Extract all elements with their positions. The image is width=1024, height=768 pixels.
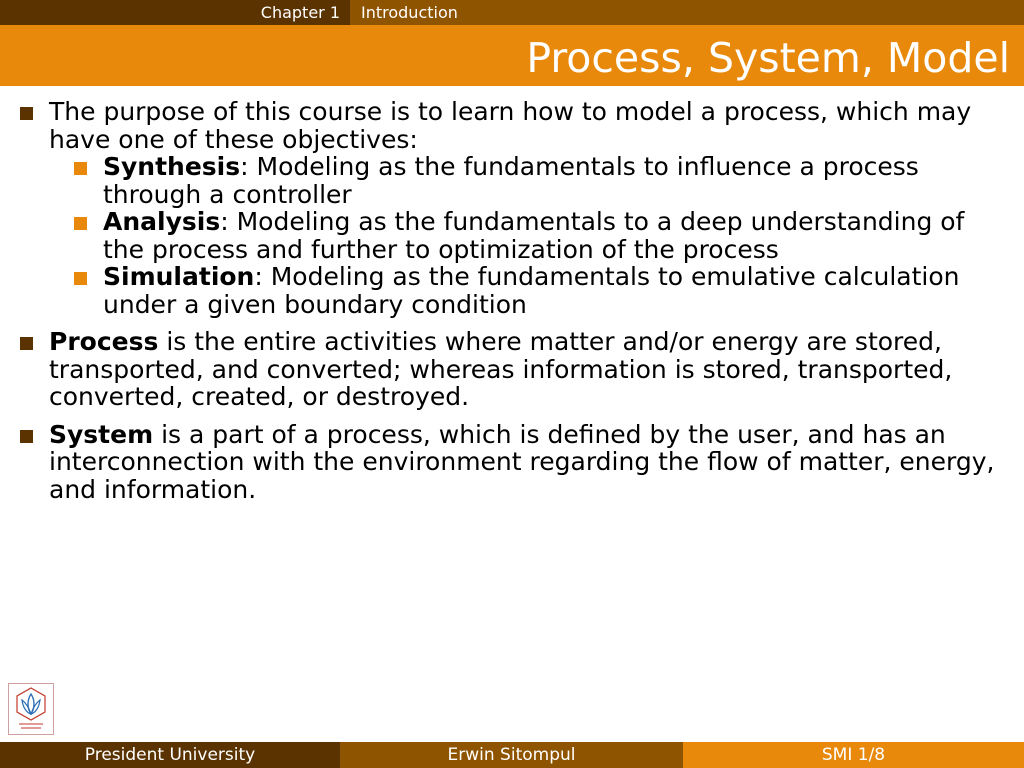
logo-emblem-icon (9, 684, 53, 734)
bullet-intro (0, 98, 1024, 153)
president-university-logo (8, 683, 54, 735)
footer-page-number: SMI 1/8 (683, 742, 1024, 768)
slide-title: Process, System, Model (526, 34, 1010, 82)
simulation-text: : Modeling as the fundamentals to emulative calculation under a given boundary condition (103, 262, 960, 319)
intro-text: The purpose of this course is to learn how to model a process, which may have one of these objectives: (49, 97, 972, 154)
process-text: is the entire activities where matter and/or energy are stored, transported, and converted; whereas information is stored, transported, converted, created, or destroyed. (49, 327, 953, 411)
sub-bullet-analysis (0, 208, 1024, 263)
nav-chapter-cell[interactable] (0, 0, 350, 25)
square-bullet-icon (74, 217, 87, 230)
process-term: Process (49, 327, 159, 356)
slide-content (0, 98, 1024, 503)
nav-section[interactable]: Introduction (361, 3, 458, 22)
title-bar (0, 25, 1024, 86)
sub-bullet-synthesis (0, 153, 1024, 208)
bullet-process (0, 328, 1024, 411)
analysis-text: : Modeling as the fundamentals to a deep understanding of the process and further to optimization of the process (103, 207, 965, 264)
square-bullet-icon (20, 337, 33, 350)
analysis-term: Analysis (103, 207, 221, 236)
synthesis-text: : Modeling as the fundamentals to influence a process through a controller (103, 152, 919, 209)
square-bullet-icon (20, 107, 33, 120)
footer-institution: President University (0, 742, 340, 768)
bullet-system (0, 421, 1024, 504)
nav-chapter[interactable]: Chapter 1 (260, 3, 340, 22)
system-text: is a part of a process, which is defined by the user, and has an interconnection with the environment regarding the flow of matter, energy, and information. (49, 419, 995, 504)
nav-section-cell[interactable] (350, 0, 1024, 25)
square-bullet-icon (20, 430, 33, 443)
top-navigation-bar (0, 0, 1024, 25)
system-term: System (49, 419, 154, 449)
square-bullet-icon (74, 162, 87, 175)
footer-bar (0, 742, 1024, 768)
footer-author: Erwin Sitompul (340, 742, 683, 768)
synthesis-term: Synthesis (103, 152, 241, 181)
simulation-term: Simulation (103, 262, 255, 291)
sub-bullet-simulation (0, 263, 1024, 318)
square-bullet-icon (74, 272, 87, 285)
